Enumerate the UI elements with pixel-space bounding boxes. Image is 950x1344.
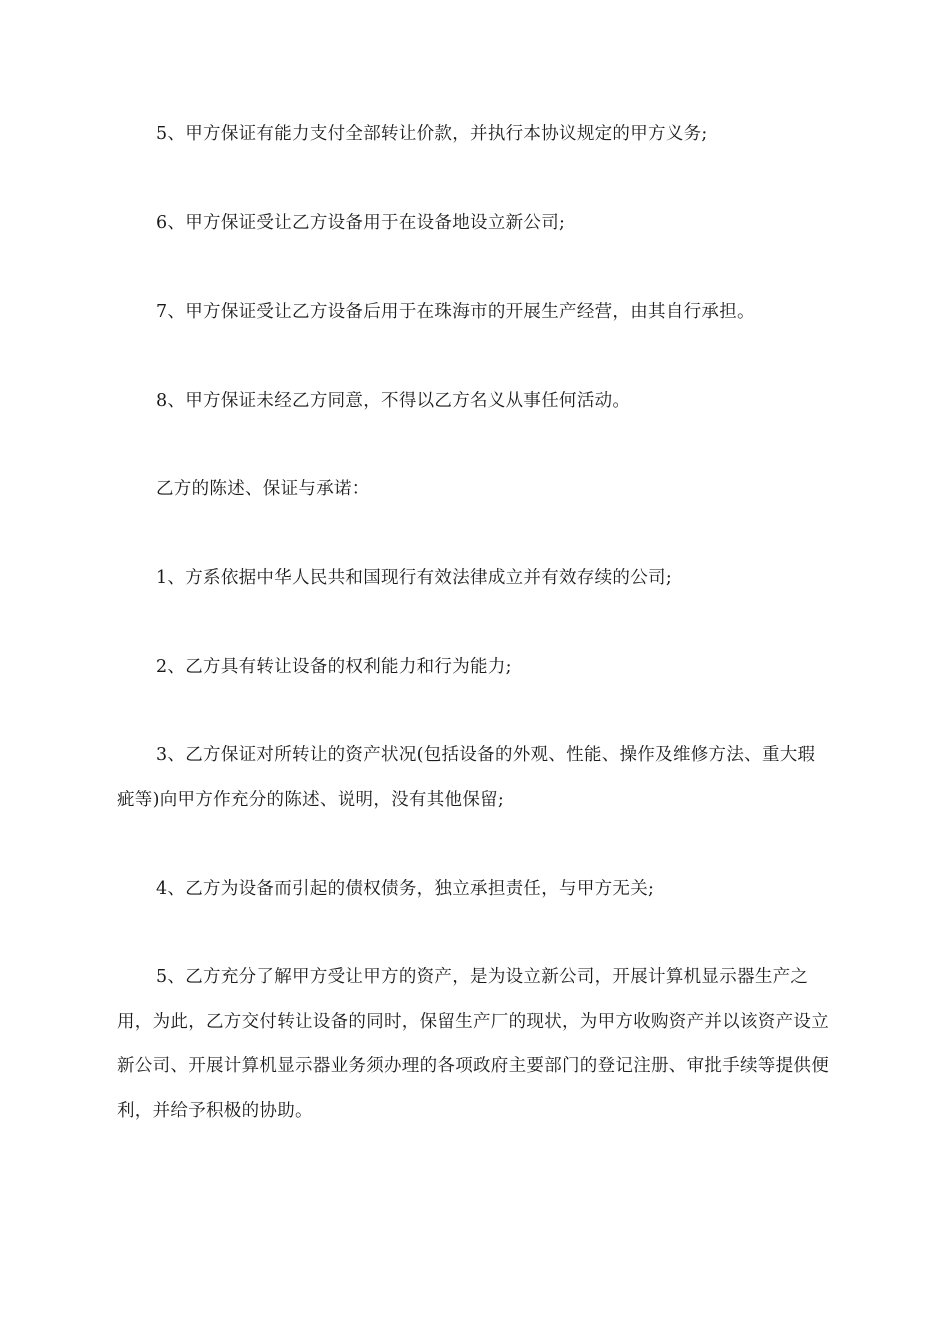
- paragraph-party-a-item-7: 7、甲方保证受让乙方设备后用于在珠海市的开展生产经营，由其自行承担。: [156, 302, 755, 322]
- paragraph-party-b-item-2: 2、乙方具有转让设备的权利能力和行为能力;: [156, 657, 512, 677]
- section-heading-party-b: 乙方的陈述、保证与承诺：: [156, 479, 370, 499]
- paragraph-party-a-item-6: 6、甲方保证受让乙方设备用于在设备地设立新公司;: [156, 213, 566, 233]
- paragraph-party-a-item-5: 5、甲方保证有能力支付全部转让价款，并执行本协议规定的甲方义务;: [156, 124, 708, 144]
- paragraph-party-b-item-4: 4、乙方为设备而引起的债权债务，独立承担责任，与甲方无关;: [156, 879, 655, 899]
- paragraph-party-b-item-5: 5、乙方充分了解甲方受让甲方的资产，是为设立新公司，开展计算机显示器生产之用，为此，乙方交付转让设备的同时，保留生产厂的现状，为甲方收购资产并以该资产设立新公司、开展计算机显示器业务须办理的各项政府主要部门的登记注册、审批手续等提供便利，并给予积极的协助。: [117, 967, 829, 1121]
- paragraph-party-a-item-8: 8、甲方保证未经乙方同意，不得以乙方名义从事任何活动。: [156, 391, 631, 411]
- paragraph-party-b-item-1: 1、方系依据中华人民共和国现行有效法律成立并有效存续的公司;: [156, 568, 673, 588]
- paragraph-party-b-item-3: 3、乙方保证对所转让的资产状况(包括设备的外观、性能、操作及维修方法、重大瑕疵等)向甲方作充分的陈述、说明，没有其他保留;: [117, 745, 816, 810]
